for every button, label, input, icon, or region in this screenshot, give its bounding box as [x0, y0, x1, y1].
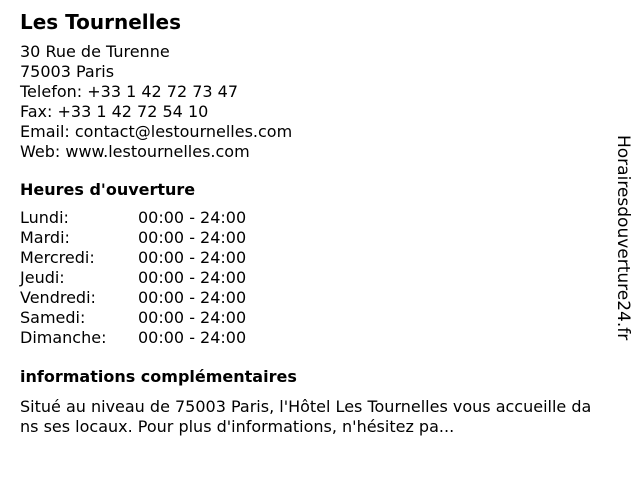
- time-range: 00:00 - 24:00: [138, 248, 247, 267]
- day-label: Jeudi:: [20, 268, 65, 287]
- hours-table: [20, 208, 246, 348]
- postal-city: 75003 Paris: [20, 62, 115, 81]
- info-description: Situé au niveau de 75003 Paris, l'Hôtel Les Tournelles vous accueille dans ses locaux. Pour plus d'informations, n'hésitez pa...: [20, 397, 592, 436]
- hours-row: [20, 228, 246, 248]
- phone-line: Telefon: +33 1 42 72 73 47: [20, 82, 239, 101]
- hours-row: [20, 328, 246, 348]
- time-range: 00:00 - 24:00: [138, 328, 247, 347]
- hours-row: [20, 208, 246, 228]
- day-label: Dimanche:: [20, 328, 107, 347]
- time-range: 00:00 - 24:00: [138, 228, 247, 247]
- address-block: [20, 42, 600, 162]
- day-label: Vendredi:: [20, 288, 96, 307]
- street-address: 30 Rue de Turenne: [20, 42, 170, 61]
- day-label: Lundi:: [20, 208, 69, 227]
- hours-row: [20, 288, 246, 308]
- day-label: Mercredi:: [20, 248, 95, 267]
- hours-row: [20, 308, 246, 328]
- time-range: 00:00 - 24:00: [138, 308, 247, 327]
- fax-line: Fax: +33 1 42 72 54 10: [20, 102, 209, 121]
- hours-row: [20, 268, 246, 288]
- business-card: [20, 10, 600, 437]
- day-label: Mardi:: [20, 228, 70, 247]
- day-label: Samedi:: [20, 308, 86, 327]
- email-line: Email: contact@lestournelles.com: [20, 122, 293, 141]
- business-name: Les Tournelles: [20, 10, 181, 34]
- hours-heading: Heures d'ouverture: [20, 180, 196, 199]
- time-range: 00:00 - 24:00: [138, 268, 247, 287]
- hours-row: [20, 248, 246, 268]
- web-line: Web: www.lestournelles.com: [20, 142, 250, 161]
- time-range: 00:00 - 24:00: [138, 288, 247, 307]
- site-watermark: Horairesdouverture24.fr: [613, 135, 633, 341]
- info-heading: informations complémentaires: [20, 367, 297, 386]
- time-range: 00:00 - 24:00: [138, 208, 247, 227]
